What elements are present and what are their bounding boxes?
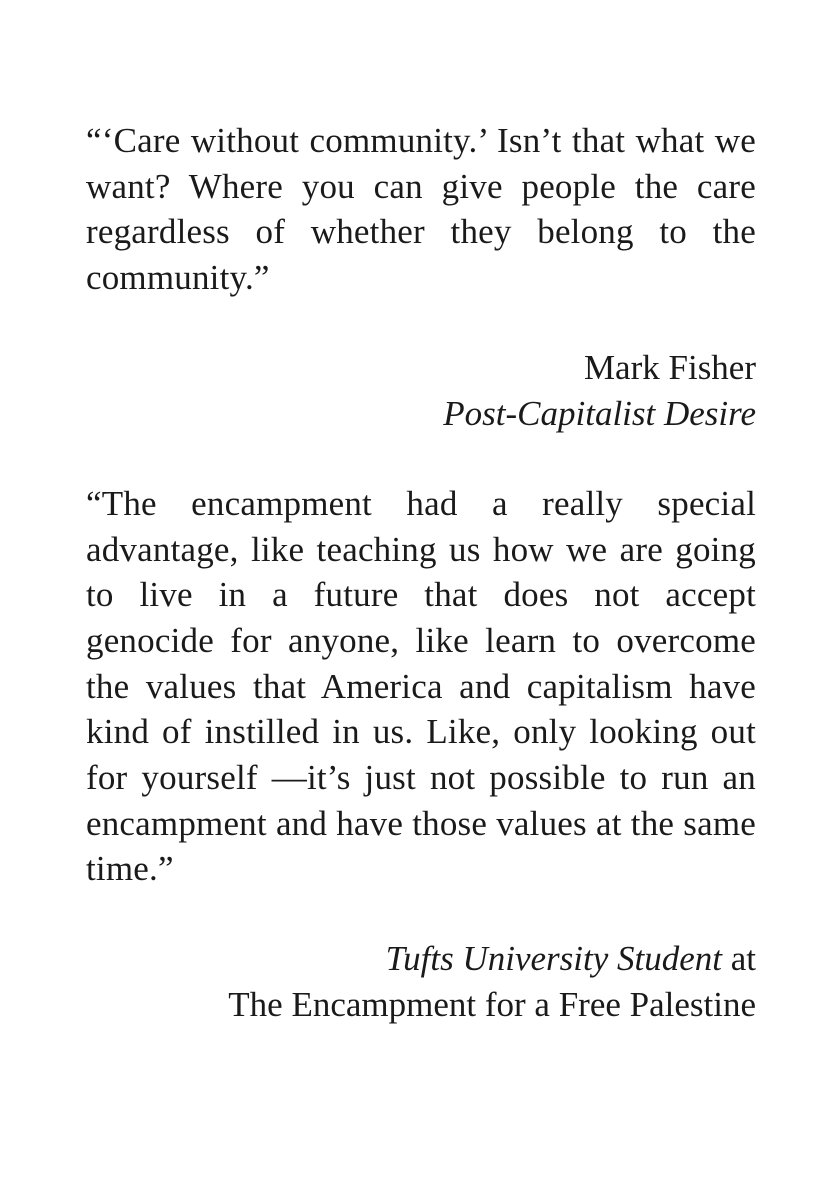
attribution-1 (86, 345, 756, 437)
attribution-author-1: Mark Fisher (583, 347, 756, 387)
attribution-author-suffix-2: at (721, 939, 756, 979)
document-page (86, 118, 756, 1028)
attribution-author-line-2 (86, 936, 756, 982)
quote-text-2: “The encampment had a really special advantage, like teaching us how we are going to live in a future that does not accept genocide for anyone, like learn to overcome the values that America and capitalism have kind of instilled in us. Like, only looking out for yourself —it’s just not possible to run an encampment and have those values at the same time.” (86, 483, 756, 889)
attribution-2 (86, 936, 756, 1028)
attribution-author-2: Tufts University Student (385, 939, 722, 979)
attribution-source-1: Post-Capitalist Desire (443, 393, 756, 433)
attribution-source-2: The Encampment for a Free Palestine (228, 985, 756, 1025)
quote-text-1: “‘Care without community.’ Isn’t that what we want? Where you can give people the care regardless of whether they belong to the community.” (86, 121, 756, 298)
